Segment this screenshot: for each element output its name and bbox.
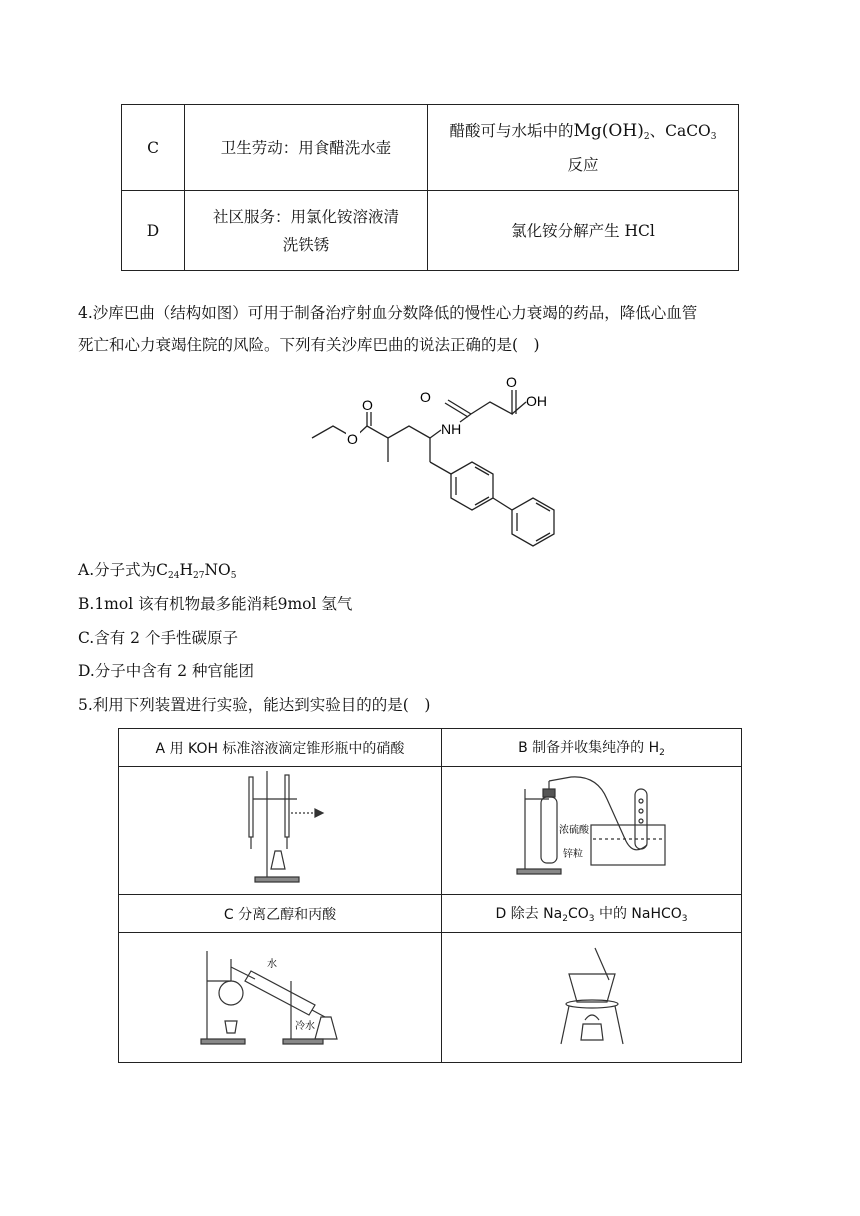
row-activity: 社区服务：用氯化铵溶液清 洗铁锈: [185, 191, 428, 271]
q5-stem: 5.利用下列装置进行实验，能达到实验目的的是( ): [78, 696, 431, 714]
q4-option-d: D.分子中含有 2 种官能团: [78, 662, 255, 680]
label-cold-water: 冷水: [295, 1020, 315, 1032]
sacubitril-structure: [300, 370, 570, 550]
table-row: [122, 105, 739, 191]
cell-a-image: [119, 767, 442, 895]
cell-c-label: C 分离乙醇和丙酸: [119, 895, 442, 933]
oh-label: OH: [526, 393, 547, 409]
ester-o-label: O: [362, 397, 373, 413]
cell-b-label: B 制备并收集纯净的 $H_2$: [442, 729, 742, 767]
row-activity: 卫生劳动：用食醋洗水壶: [185, 105, 428, 191]
apparatus-table: [118, 728, 742, 1063]
cell-c-image: [119, 933, 442, 1063]
row-letter: D: [122, 191, 185, 271]
distillation-apparatus-image: [195, 941, 365, 1051]
table-row: [119, 895, 742, 933]
amide-o-label: O: [420, 389, 431, 405]
q4-option-b: B.1mol 该有机物最多能消耗9mol 氢气: [78, 595, 353, 613]
cell-d-label: D 除去 $Na_2CO_3$ 中的 NaHCO$_3$: [442, 895, 742, 933]
table-row: [119, 729, 742, 767]
q4-stem-line2: 死亡和心力衰竭住院的风险。下列有关沙库巴曲的说法正确的是( ): [78, 336, 540, 354]
table-row: [119, 767, 742, 895]
table-row: [122, 191, 739, 271]
heating-crucible-image: [547, 940, 637, 1052]
q4-stem-line1: 4.沙库巴曲（结构如图）可用于制备治疗射血分数降低的慢性心力衰竭的药品，降低心血管: [78, 304, 698, 322]
label-water: 水: [267, 958, 277, 970]
options-table-top: [121, 104, 739, 271]
nh-label: NH: [441, 421, 462, 437]
row-reason: 氯化铵分解产生 HCl: [428, 191, 739, 271]
label-conc-sulfuric: 浓硫酸: [558, 824, 589, 836]
table-row: [119, 933, 742, 1063]
q4-option-a: A.分子式为$C_{24}H_{27}NO_5$: [78, 561, 237, 581]
cell-a-label: A 用 KOH 标准溶液滴定锥形瓶中的硝酸: [119, 729, 442, 767]
row-letter: C: [122, 105, 185, 191]
label-zinc: 锌粒: [562, 848, 583, 860]
ester-o2-label: O: [347, 431, 358, 447]
cell-d-image: [442, 933, 742, 1063]
row-reason: 醋酸可与水垢中的$Mg(OH)_2$、CaCO$_3$ 反应: [428, 105, 739, 191]
acid-o-label: O: [506, 374, 517, 390]
q4-option-c: C.含有 2 个手性碳原子: [78, 629, 238, 647]
titration-apparatus-image: [225, 769, 335, 889]
hydrogen-generation-image: [507, 769, 677, 889]
cell-b-image: [442, 767, 742, 895]
